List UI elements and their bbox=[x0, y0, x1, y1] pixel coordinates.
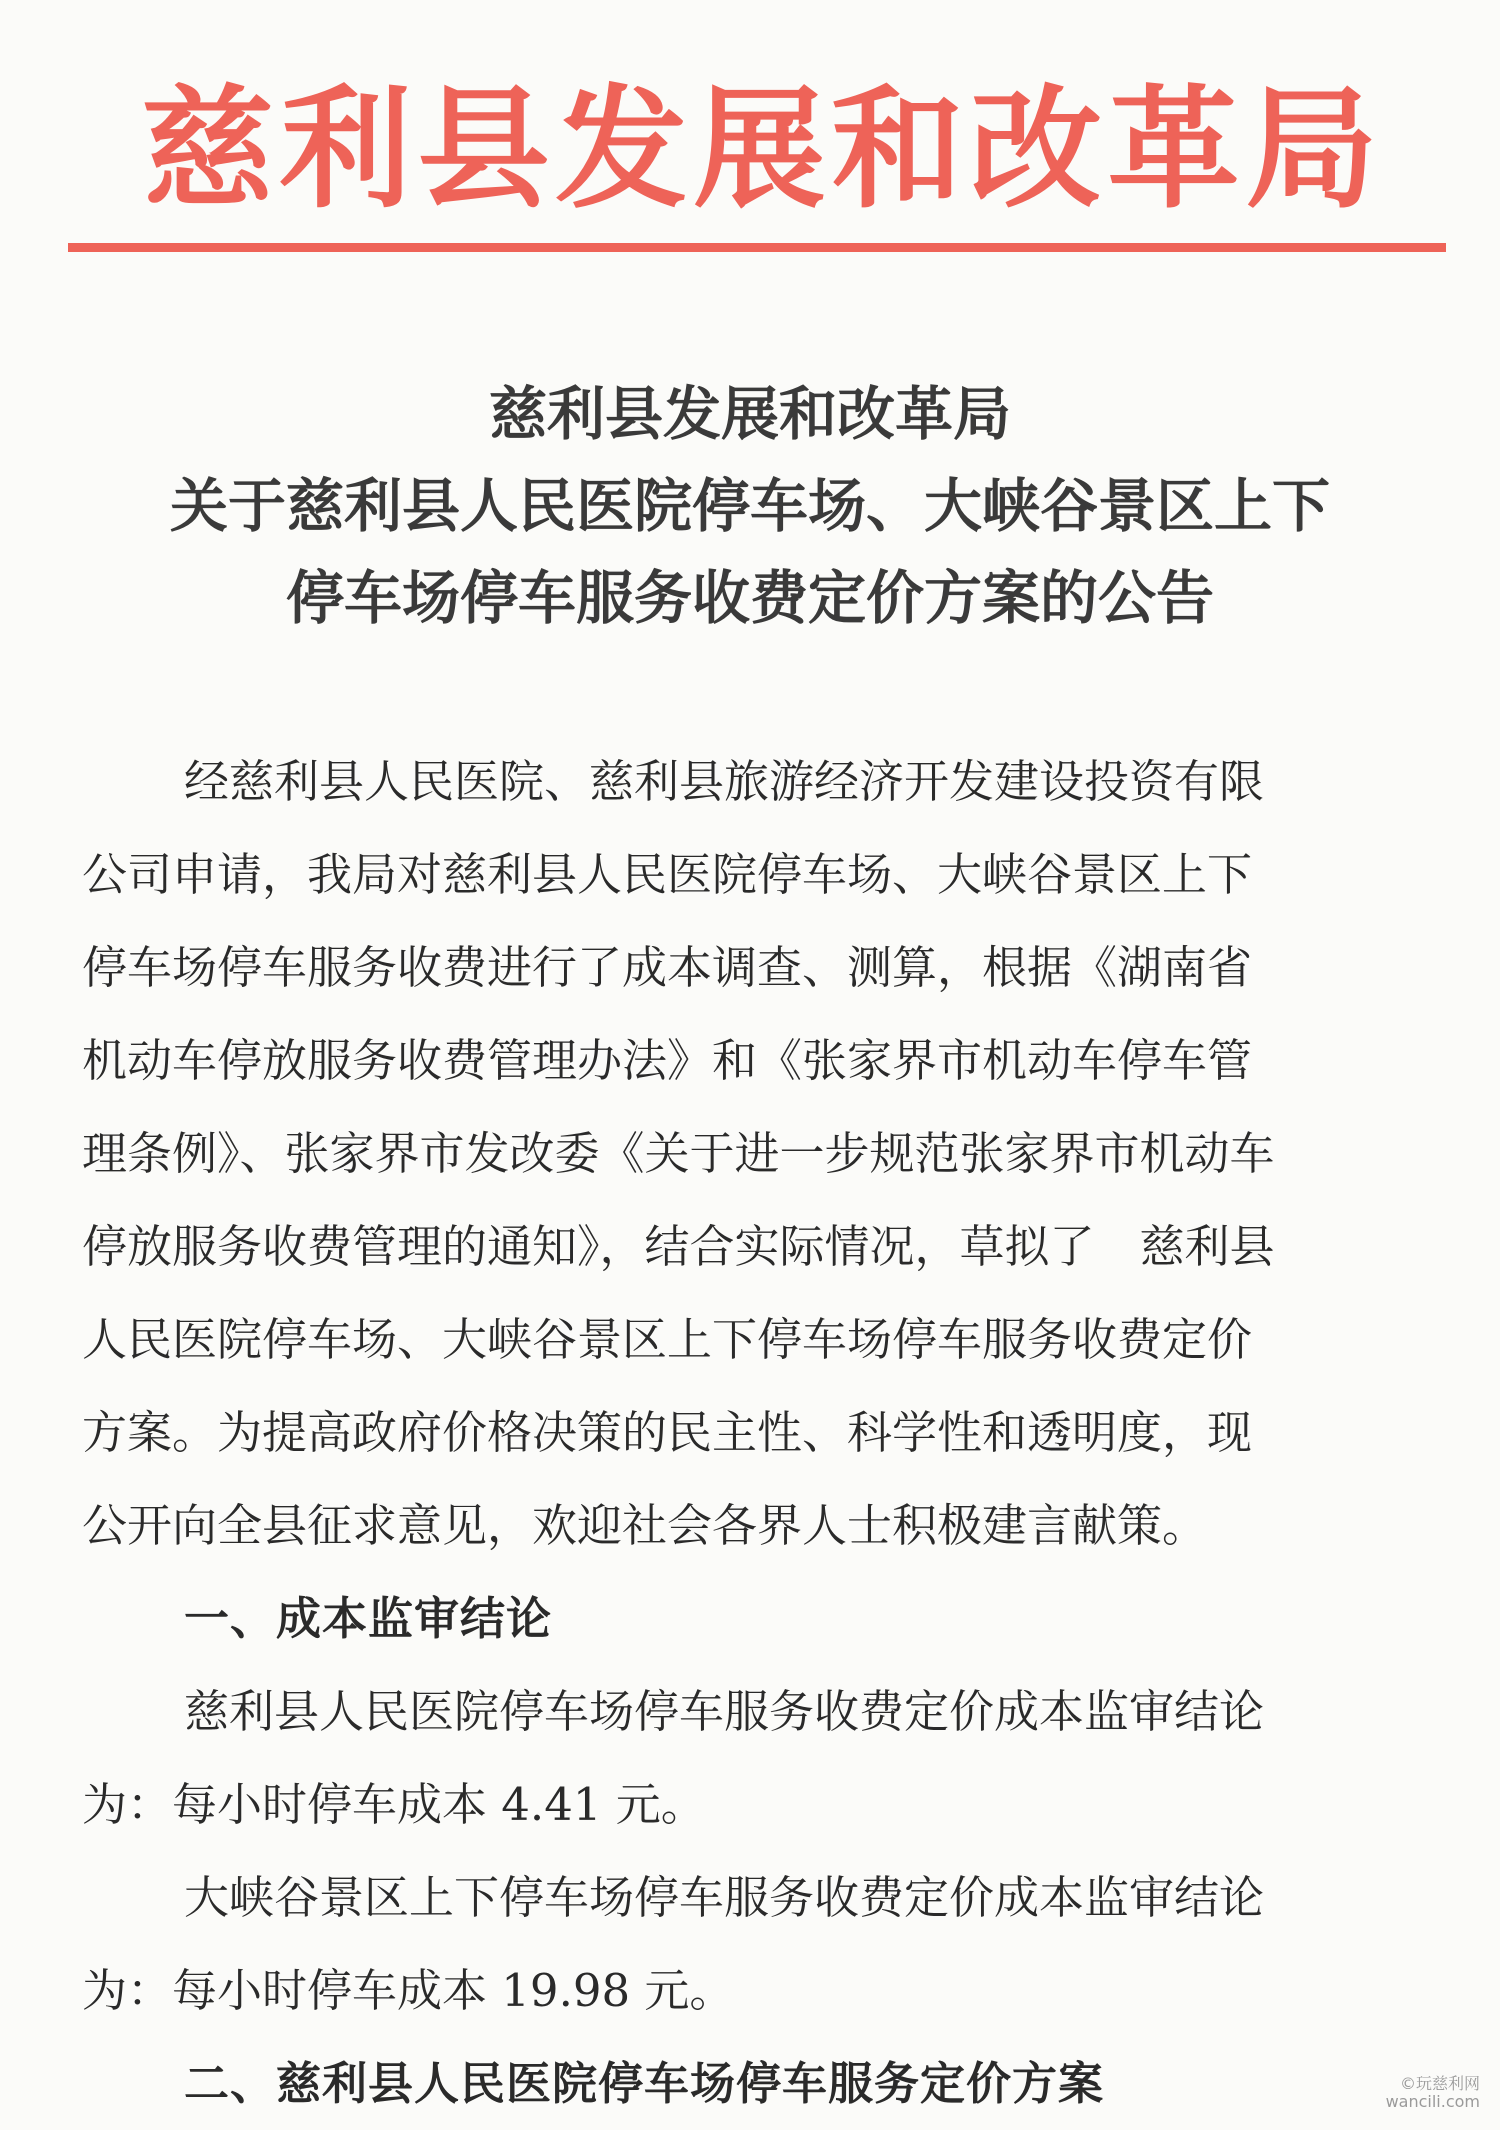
paragraph-line: 经慈利县人民医院、慈利县旅游经济开发建设投资有限 bbox=[184, 755, 1265, 808]
letterhead-org-name: 慈利县发展和改革局 bbox=[141, 73, 1384, 227]
paragraph-line: 停放服务收费管理的通知》，结合实际情况，草拟了 慈利县 bbox=[82, 1220, 1275, 1273]
paragraph-line: 公开向全县征求意见，欢迎社会各界人士积极建言献策。 bbox=[82, 1499, 1208, 1552]
paragraph-line: 方案。为提高政府价格决策的民主性、科学性和透明度，现 bbox=[82, 1406, 1253, 1459]
notice-title bbox=[70, 368, 1430, 644]
title-line-2: 关于慈利县人民医院停车场、大峡谷景区上下 bbox=[169, 472, 1330, 540]
site-watermark bbox=[1386, 2075, 1480, 2111]
paragraph-line: 停车场停车服务收费进行了成本调查、测算，根据《湖南省 bbox=[82, 941, 1253, 994]
paragraph-line: 理条例》、张家界市发改委《关于进一步规范张家界市机动车 bbox=[82, 1127, 1275, 1180]
hospital-conclusion-line-1: 慈利县人民医院停车场停车服务收费定价成本监审结论 bbox=[184, 1685, 1265, 1738]
section-1-heading: 一、成本监审结论 bbox=[184, 1592, 553, 1645]
canyon-conclusion-line-2: 为：每小时停车成本 19.98 元。 bbox=[82, 1964, 735, 2017]
hospital-conclusion-line-2: 为：每小时停车成本 4.41 元。 bbox=[82, 1778, 706, 1831]
canyon-conclusion-line-1: 大峡谷景区上下停车场停车服务收费定价成本监审结论 bbox=[184, 1871, 1265, 1924]
notice-body bbox=[82, 735, 1392, 2130]
watermark-line-1: ©玩慈利网 bbox=[1399, 2074, 1480, 2093]
paragraph-line: 公司申请，我局对慈利县人民医院停车场、大峡谷景区上下 bbox=[82, 848, 1253, 901]
paragraph-line: 机动车停放服务收费管理办法》和《张家界市机动车停车管 bbox=[82, 1034, 1253, 1087]
paragraph-line: 人民医院停车场、大峡谷景区上下停车场停车服务收费定价 bbox=[82, 1313, 1253, 1366]
watermark-line-2: wancili.com bbox=[1385, 2092, 1480, 2111]
title-line-3: 停车场停车服务收费定价方案的公告 bbox=[285, 564, 1214, 632]
section-2-heading: 二、慈利县人民医院停车场停车服务定价方案 bbox=[184, 2057, 1105, 2110]
title-line-1: 慈利县发展和改革局 bbox=[488, 380, 1011, 448]
letterhead-red-rule bbox=[68, 243, 1446, 252]
